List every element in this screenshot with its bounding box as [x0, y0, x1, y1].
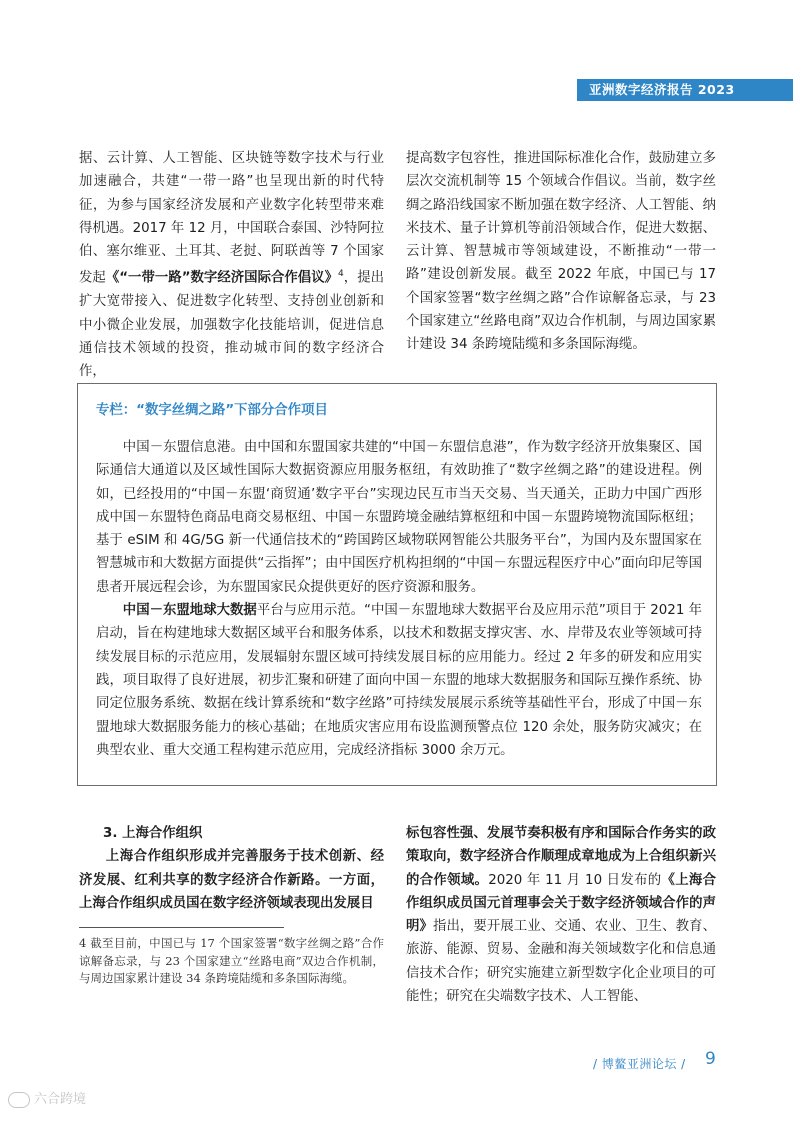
paragraph: 标包容性强、发展节奏积极有序和国际合作务实的政策取向，数字经济合作顺理成章地成为上合组织新兴的合作领域。2020 年 11 月 10 日发布的《上海合作组织成员国元首理事会关于数字经济领域合作的声明》指出，要开展工业、交通、农业、卫生、教育、旅游、能源、贸易、金融和海关领域数字化和信息通信技术合作；研究实施建立新型数字化企业项目的可能性；研究在尖端数字技术、人工智能、	[406, 826, 717, 1005]
left-column-top	[79, 147, 384, 383]
watermark: 六合跨境	[8, 1088, 86, 1108]
watermark-logo-icon	[8, 1092, 30, 1108]
box-body	[96, 436, 702, 762]
lead-paragraph: 上海合作组织形成并完善服务于技术创新、经济发展、红利共享的数字经济合作新路。一方面，上海合作组织成员国在数字经济领域表现出发展目	[79, 849, 384, 911]
footnote-ref[interactable]: 4	[338, 269, 344, 280]
footnote: 4 截至目前，中国已与 17 个国家签署“数字丝绸之路”合作谅解备忘录，与 23 个国家建立“丝路电商”双边合作机制，与周边国家累计建设 34 条跨境陆缆和多条国际海缆。	[79, 936, 384, 985]
paragraph: 据、云计算、人工智能、区块链等数字技术与行业加速融合，共建“一带一路”也呈现出新的时代特征，为参与国家经济发展和产业数字化转型带来难得机遇。2017 年 12 月，中国联合泰国、沙特阿拉伯、塞尔维亚、土耳其、老挝、阿联酋等 7 个国家发起《“一带一路”数字经济国际合作倡议》$^4$，提出扩大宽带接入、促进数字化转型、支持创业创新和中小微企业发展，加强数字化技能培训，促进信息通信技术领域的投资，推动城市间的数字经济合作，	[79, 151, 385, 380]
page-number: 9	[705, 1049, 716, 1069]
right-column-top	[406, 147, 716, 357]
footer-label: / 博鳌亚洲论坛 /	[593, 1057, 686, 1071]
paragraph: 提高数字包容性，推进国际标准化合作，鼓励建立多层次交流机制等 15 个领域合作倡议。当前，数字丝绸之路沿线国家不断加强在数字经济、人工智能、纳米技术、量子计算机等前沿领域合作，促进大数据、云计算、智慧城市等领域建设，不断推动“一带一路”建设创新发展。截至 2022 年底，中国已与 17 个国家签署“数字丝绸之路”合作谅解备忘录，与 23 个国家建立“丝路电商”双边合作机制，与周边国家累计建设 34 条跨境陆缆和多条国际海缆。	[406, 151, 716, 353]
box-paragraph: 中国－东盟信息港。由中国和东盟国家共建的“中国－东盟信息港”，作为数字经济开放集聚区、国际通信大通道以及区域性国际大数据资源应用服务枢纽，有效助推了“数字丝绸之路”的建设进程。例如，已经投用的“中国－东盟‘商贸通’数字平台”实现边民互市当天交易、当天通关，正助力中国广西形成中国－东盟特色商品电商交易枢纽、中国－东盟跨境金融结算枢纽和中国－东盟跨境物流国际枢纽；基于 eSIM 和 4G/5G 新一代通信技术的“跨国跨区域物联网智能公共服务平台”，为国内及东盟国家在智慧城市和大数据方面提供“云指挥”；由中国医疗机构担纲的“中国－东盟远程医疗中心”面向印尼等国患者开展远程会诊，为东盟国家民众提供更好的医疗资源和服务。	[96, 440, 702, 595]
box-paragraph: 中国－东盟地球大数据平台与应用示范。“中国－东盟地球大数据平台及应用示范”项目于 2021 年启动，旨在构建地球大数据区域平台和服务体系，以技术和数据支撑灾害、水、岸带及农业等领域可持续发展目标的示范应用，发展辐射东盟区域可持续发展目标的应用能力。经过 2 年多的研发和应用实践，项目取得了良好进展，初步汇聚和研建了面向中国－东盟的地球大数据服务和国际互操作系统、协同定位服务系统、数据在线计算系统和“数字丝路”可持续发展展示系统等基础性平台，形成了中国－东盟地球大数据服务能力的核心基础；在地质灾害应用布设监测预警点位 120 余处，服务防灾减灾；在典型农业、重大交通工程构建示范应用，完成经济指标 3000 余万元。	[96, 603, 703, 758]
report-title: 亚洲数字经济报告 2023	[589, 82, 735, 97]
box-title: 专栏：“数字丝绸之路”下部分合作项目	[96, 403, 328, 418]
initiative-title: 《“一带一路”数字经济国际合作倡议》	[105, 270, 339, 286]
section-heading: 3. 上海合作组织	[103, 826, 203, 841]
footnote-divider	[79, 927, 284, 928]
left-column-bottom	[79, 822, 384, 915]
right-column-bottom	[406, 822, 716, 1008]
